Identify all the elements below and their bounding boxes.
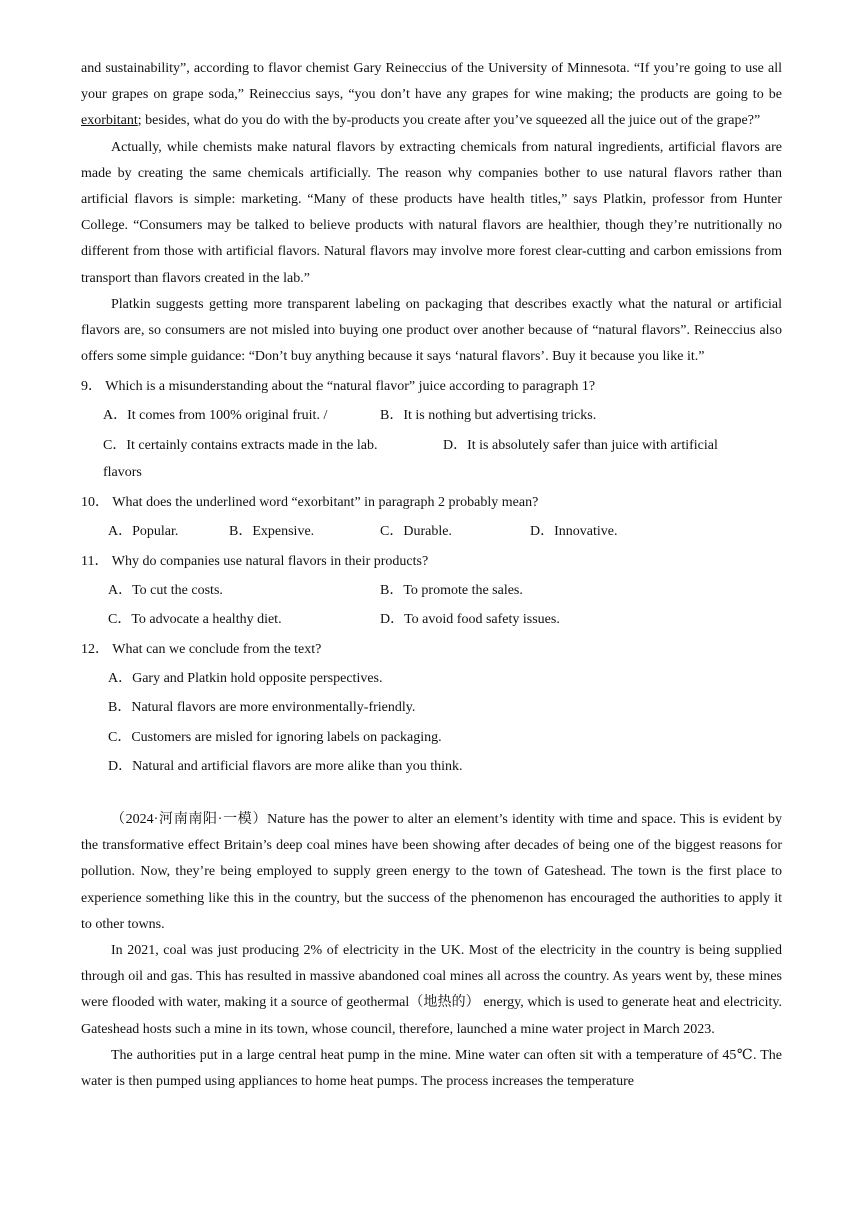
question-11-options-row-2 <box>81 605 782 635</box>
question-12-stem: 12． What can we conclude from the text? <box>81 641 322 657</box>
passage1-paragraph-1-text-b: ; besides, what do you do with the by-products you create after you’ve squeezed all the juice out of the grape?” <box>137 113 761 129</box>
underlined-word-exorbitant: exorbitant <box>81 113 138 129</box>
passage-1 <box>81 56 782 370</box>
passage1-paragraph-2: Actually, while chemists make natural flavors by extracting chemicals from natural ingredients, artificial flavors are made by creating the same chemicals artificially. The reason why companies bother to use natural flavors rather than artificial flavors is simple: marketing. “Many of these products have health titles,” says Platkin, professor from Hunter College. “Consumers may be talked to believe products with natural flavors are healthier, though they’re nutritionally no different from those with artificial flavors. Natural flavors may involve more forest clear-cutting and carbon emissions from transport than flavors created in the lab.” <box>81 139 782 286</box>
question-9-options-row-2 <box>81 431 782 461</box>
question-9-stem: 9． Which is a misunderstanding about the “natural flavor” juice according to paragraph 1? <box>81 379 596 395</box>
question-12 <box>81 635 782 782</box>
question-11-option-b: B．To promote the sales. <box>380 582 523 598</box>
passage1-paragraph-1-text-a: and sustainability”, according to flavor chemist Gary Reineccius of the University of Minnesota. “If you’re going to use all your grapes on grape soda,” Reineccius says, “you don’t have any grapes for wine making; the products are going to be <box>81 61 782 103</box>
question-10-option-b: B．Expensive. <box>229 524 315 540</box>
passage2-source: （2024·河南南阳·一模） <box>111 811 268 827</box>
passage1-paragraph-3: Platkin suggests getting more transparent labeling on packaging that describes exactly what the natural or artificial flavors are, so consumers are not misled into buying one product over another because of “natural flavors”. Reineccius also offers some simple guidance: “Don’t buy anything because it says ‘natural flavors’. Buy it because you like it.” <box>81 296 782 365</box>
question-11-option-c: C．To advocate a healthy diet. <box>108 612 282 628</box>
question-9-options-row-1 <box>81 401 782 431</box>
passage1-paragraph-1 <box>81 56 782 135</box>
passage2-paragraph-2-text-b: energy, which is used to generate heat and electricity. Gateshead hosts such a mine in its town, whose council, therefore, launched a mine water project in March 2023. <box>81 995 782 1037</box>
question-10-option-d: D．Innovative. <box>530 524 618 540</box>
question-9-option-d-continued: flavors <box>103 465 142 481</box>
question-12-option-d: D．Natural and artificial flavors are more alike than you think. <box>108 759 463 775</box>
question-11-stem: 11． Why do companies use natural flavors in their products? <box>81 553 429 569</box>
question-10-option-a: A．Popular. <box>108 524 179 540</box>
question-9-option-b: B．It is nothing but advertising tricks. <box>380 408 597 424</box>
question-12-option-a: A．Gary and Platkin hold opposite perspectives. <box>108 670 383 686</box>
question-11-option-a: A．To cut the costs. <box>108 582 223 598</box>
section-gap <box>81 782 782 807</box>
question-11-options-row-1 <box>81 576 782 606</box>
passage2-paragraph-2-text-a: In 2021, coal was just producing 2% of electricity in the UK. Most of the electricity in the country is being supplied through oil and gas. This has resulted in massive abandoned coal mines all across the country. As years went by, these mines were flooded with water, making it a source of geothermal <box>81 942 782 1011</box>
passage2-paragraph-2 <box>81 938 782 1043</box>
document-page <box>81 56 782 1095</box>
question-10-option-c: C．Durable. <box>380 524 452 540</box>
question-10 <box>81 488 782 547</box>
passage2-paragraph-1-text: Nature has the power to alter an element’s identity with time and space. This is evident by the transformative effect Britain’s deep coal mines have been showing after decades of being one of the biggest reasons for pollution. Now, they’re being employed to supply green energy to the town of Gateshead. The town is the first place to experience something like this in the country, but the success of the phenomenon has encouraged the authorities to apply it to other towns. <box>81 811 782 932</box>
question-12-option-b: B．Natural flavors are more environmentally-friendly. <box>108 700 416 716</box>
question-9-option-d: D．It is absolutely safer than juice with artificial <box>443 437 718 453</box>
passage-2 <box>81 807 782 1095</box>
passage2-paragraph-3: The authorities put in a large central heat pump in the mine. Mine water can often sit with a temperature of 45℃. The water is then pumped using appliances to home heat pumps. The process increases the temperature <box>81 1047 782 1089</box>
question-12-option-c: C．Customers are misled for ignoring labels on packaging. <box>108 729 442 745</box>
passage2-chinese-gloss: （地热的） <box>409 995 480 1011</box>
passage2-paragraph-1 <box>81 807 782 938</box>
question-9 <box>81 372 782 486</box>
question-9-option-a: A．It comes from 100% original fruit. / <box>103 408 328 424</box>
question-10-stem: 10． What does the underlined word “exorbitant” in paragraph 2 probably mean? <box>81 495 539 511</box>
question-9-option-c: C．It certainly contains extracts made in the lab. <box>103 437 378 453</box>
question-11-option-d: D．To avoid food safety issues. <box>380 612 560 628</box>
question-10-options-row <box>81 517 782 547</box>
question-11 <box>81 547 782 635</box>
